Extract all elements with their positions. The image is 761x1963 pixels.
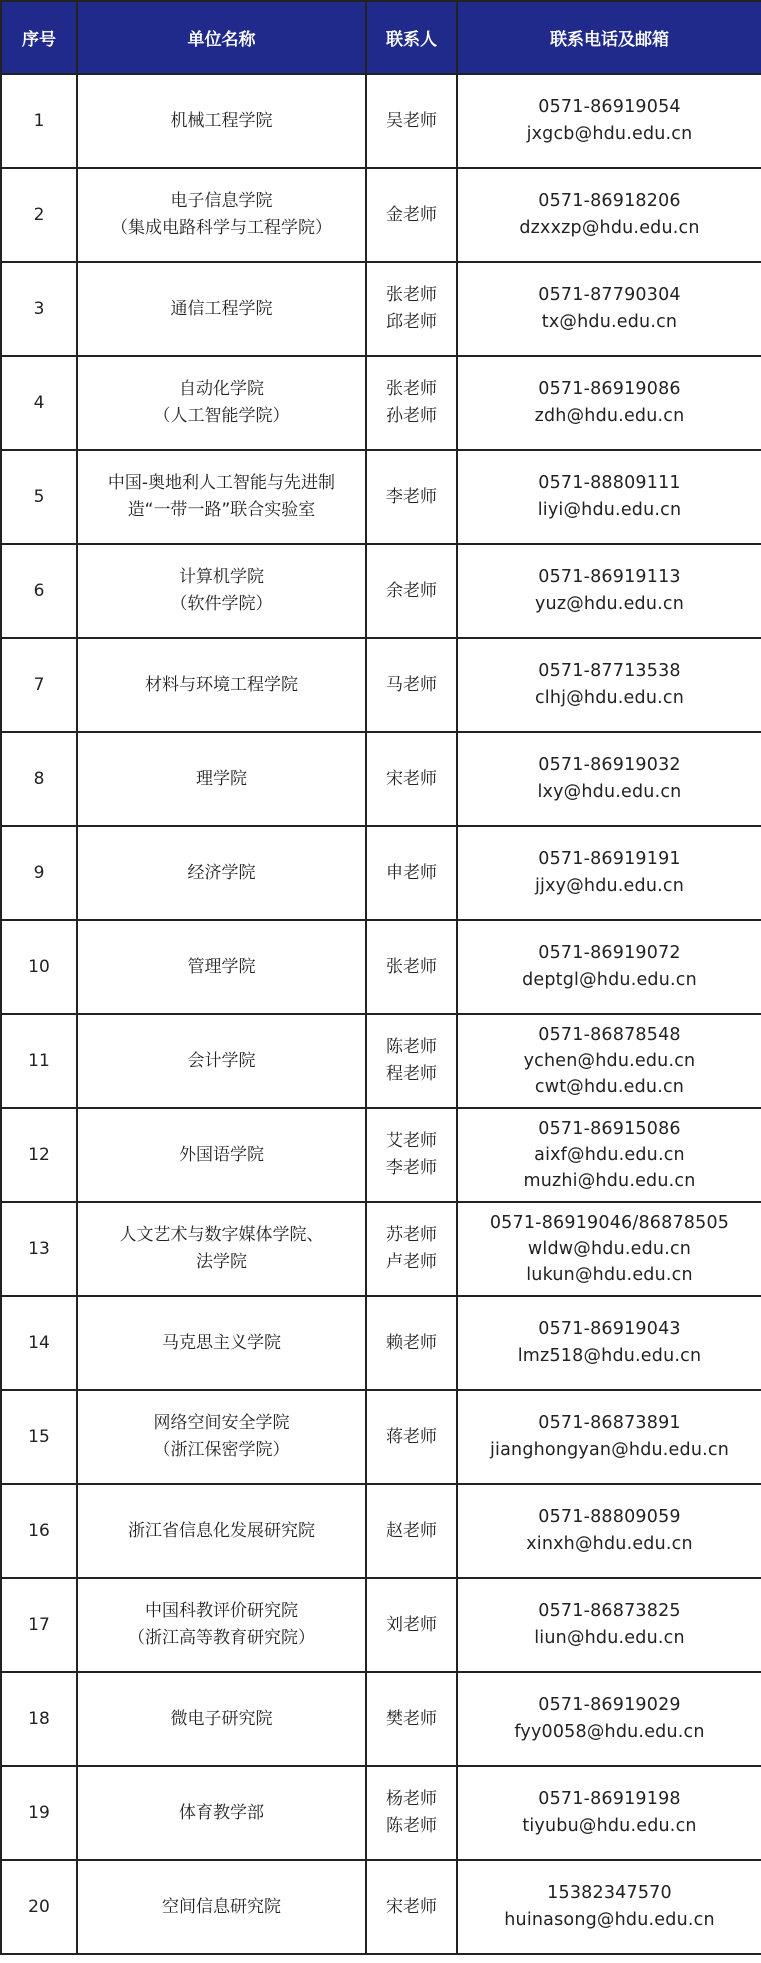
phone-email <box>457 826 761 920</box>
phone-email <box>457 1202 761 1296</box>
phone-email-line: jianghongyan@hdu.edu.cn <box>489 1440 729 1460</box>
phone-email <box>457 1484 761 1578</box>
phone-email <box>457 732 761 826</box>
row-index: 13 <box>1 1202 77 1296</box>
phone-email <box>457 1766 761 1860</box>
table-row <box>1 638 761 732</box>
phone-email <box>457 74 761 168</box>
row-index: 2 <box>1 168 77 262</box>
unit-name <box>77 450 366 544</box>
unit-name <box>77 1296 366 1390</box>
unit-name <box>77 1390 366 1484</box>
contact-name: 金老师 <box>386 204 437 225</box>
contact-name: 杨老师 <box>386 1789 437 1809</box>
row-index: 18 <box>1 1672 77 1766</box>
unit-name-line: 浙江省信息化发展研究院 <box>128 1520 315 1541</box>
phone-email-line: 0571-86919191 <box>538 849 681 869</box>
unit-name-line: 电子信息学院 <box>170 191 273 211</box>
unit-name-line: 理学院 <box>196 768 247 789</box>
unit-name-line: 造“一带一路”联合实验室 <box>127 500 316 520</box>
phone-email-line: tiyubu@hdu.edu.cn <box>522 1816 697 1836</box>
table-body <box>1 74 761 1954</box>
phone-email-line: aixf@hdu.edu.cn <box>534 1145 685 1165</box>
unit-name <box>77 1484 366 1578</box>
phone-email-line: lukun@hdu.edu.cn <box>526 1265 693 1285</box>
contact-person <box>366 732 457 826</box>
table-row <box>1 450 761 544</box>
phone-email-line: jjxy@hdu.edu.cn <box>534 876 685 896</box>
phone-email <box>457 1672 761 1766</box>
contact-person <box>366 356 457 450</box>
table-row <box>1 732 761 826</box>
unit-name <box>77 262 366 356</box>
contact-person <box>366 1860 457 1954</box>
phone-email-line: 0571-86919046/86878505 <box>489 1213 730 1233</box>
unit-name-line: 经济学院 <box>187 862 256 883</box>
phone-email <box>457 638 761 732</box>
contact-name: 李老师 <box>386 1158 437 1178</box>
phone-email-line: 0571-87713538 <box>538 661 681 681</box>
phone-email-line: cwt@hdu.edu.cn <box>534 1077 685 1097</box>
unit-name-line: 中国科教评价研究院 <box>145 1601 298 1621</box>
unit-name <box>77 74 366 168</box>
table-row <box>1 356 761 450</box>
contact-name: 李老师 <box>386 486 437 507</box>
contact-name: 宋老师 <box>386 1896 437 1917</box>
phone-email-line: 0571-86919113 <box>538 567 681 587</box>
contact-person <box>366 1672 457 1766</box>
phone-email <box>457 450 761 544</box>
unit-name-line: （浙江高等教育研究院） <box>128 1628 315 1648</box>
phone-email-line: 0571-86919072 <box>538 943 681 963</box>
contact-person <box>366 826 457 920</box>
contact-name: 陈老师 <box>386 1816 437 1836</box>
contact-person <box>366 1766 457 1860</box>
phone-email <box>457 1108 761 1202</box>
header-unit: 单位名称 <box>77 1 366 74</box>
phone-email-line: lmz518@hdu.edu.cn <box>517 1346 702 1366</box>
phone-email-line: 0571-88809059 <box>538 1507 681 1527</box>
contact-person <box>366 1578 457 1672</box>
phone-email <box>457 1578 761 1672</box>
phone-email-line: tx@hdu.edu.cn <box>541 312 678 332</box>
contact-person <box>366 1108 457 1202</box>
table-row <box>1 168 761 262</box>
unit-name <box>77 1202 366 1296</box>
header-phone-email: 联系电话及邮箱 <box>457 1 761 74</box>
row-index: 3 <box>1 262 77 356</box>
contact-name: 余老师 <box>386 580 437 601</box>
contact-name: 张老师 <box>386 379 437 399</box>
unit-name <box>77 638 366 732</box>
phone-email <box>457 356 761 450</box>
phone-email-line: muzhi@hdu.edu.cn <box>523 1171 696 1191</box>
unit-name-line: 网络空间安全学院 <box>153 1413 290 1433</box>
unit-name-line: （软件学院） <box>170 594 273 614</box>
contact-name: 孙老师 <box>386 406 437 426</box>
table-row <box>1 1860 761 1954</box>
table-row <box>1 544 761 638</box>
contact-name: 樊老师 <box>386 1708 437 1729</box>
table-row <box>1 1672 761 1766</box>
contact-person <box>366 920 457 1014</box>
header-row <box>1 1 761 74</box>
unit-name <box>77 356 366 450</box>
row-index: 10 <box>1 920 77 1014</box>
row-index: 8 <box>1 732 77 826</box>
contact-name: 艾老师 <box>386 1131 437 1151</box>
contact-name: 张老师 <box>386 285 437 305</box>
phone-email-line: liun@hdu.edu.cn <box>534 1628 685 1648</box>
header-contact: 联系人 <box>366 1 457 74</box>
table-row <box>1 74 761 168</box>
contact-name: 申老师 <box>386 862 437 883</box>
row-index: 15 <box>1 1390 77 1484</box>
row-index: 16 <box>1 1484 77 1578</box>
contact-name: 卢老师 <box>386 1252 437 1272</box>
contact-name: 蒋老师 <box>386 1426 437 1447</box>
row-index: 12 <box>1 1108 77 1202</box>
row-index: 1 <box>1 74 77 168</box>
contact-name: 马老师 <box>386 674 437 695</box>
row-index: 4 <box>1 356 77 450</box>
phone-email <box>457 1860 761 1954</box>
row-index: 6 <box>1 544 77 638</box>
contact-person <box>366 544 457 638</box>
unit-name-line: 空间信息研究院 <box>162 1896 281 1917</box>
phone-email-line: fyy0058@hdu.edu.cn <box>514 1722 705 1742</box>
unit-name <box>77 1860 366 1954</box>
phone-email-line: liyi@hdu.edu.cn <box>537 500 682 520</box>
phone-email <box>457 262 761 356</box>
table-row <box>1 1766 761 1860</box>
unit-name <box>77 1766 366 1860</box>
unit-name-line: 法学院 <box>196 1252 247 1272</box>
row-index: 7 <box>1 638 77 732</box>
contact-person <box>366 1296 457 1390</box>
contact-name: 陈老师 <box>386 1037 437 1057</box>
unit-name-line: 微电子研究院 <box>170 1708 273 1729</box>
row-index: 5 <box>1 450 77 544</box>
phone-email <box>457 544 761 638</box>
unit-name-line: 计算机学院 <box>179 567 264 587</box>
table-row <box>1 1390 761 1484</box>
contact-person <box>366 1202 457 1296</box>
row-index: 14 <box>1 1296 77 1390</box>
unit-name <box>77 732 366 826</box>
contact-name: 吴老师 <box>386 110 437 131</box>
table-header <box>1 1 761 74</box>
phone-email-line: 0571-86915086 <box>538 1119 681 1139</box>
phone-email-line: yuz@hdu.edu.cn <box>534 594 685 614</box>
phone-email-line: wldw@hdu.edu.cn <box>527 1239 692 1259</box>
contact-person <box>366 638 457 732</box>
contact-person <box>366 1390 457 1484</box>
phone-email-line: 0571-87790304 <box>538 285 681 305</box>
row-index: 9 <box>1 826 77 920</box>
contact-name: 赵老师 <box>386 1520 437 1541</box>
contact-person <box>366 262 457 356</box>
phone-email <box>457 920 761 1014</box>
table-row <box>1 1296 761 1390</box>
contact-person <box>366 1014 457 1108</box>
phone-email-line: dzxxzp@hdu.edu.cn <box>519 218 700 238</box>
phone-email-line: xinxh@hdu.edu.cn <box>526 1534 693 1554</box>
contact-name: 程老师 <box>386 1064 437 1084</box>
table-row <box>1 1484 761 1578</box>
row-index: 20 <box>1 1860 77 1954</box>
unit-name <box>77 920 366 1014</box>
phone-email-line: 0571-86873891 <box>538 1413 681 1433</box>
contact-name: 刘老师 <box>386 1614 437 1635</box>
row-index: 19 <box>1 1766 77 1860</box>
unit-name-line: 自动化学院 <box>179 379 264 399</box>
row-index: 11 <box>1 1014 77 1108</box>
unit-name-line: 外国语学院 <box>179 1144 264 1165</box>
phone-email-line: ychen@hdu.edu.cn <box>523 1051 696 1071</box>
phone-email-line: clhj@hdu.edu.cn <box>534 688 685 708</box>
phone-email-line: 0571-86919029 <box>538 1695 681 1715</box>
header-index: 序号 <box>1 1 77 74</box>
phone-email-line: 0571-86919054 <box>538 97 681 117</box>
unit-name <box>77 1014 366 1108</box>
unit-name-line: 机械工程学院 <box>170 110 273 131</box>
phone-email-line: jxgcb@hdu.edu.cn <box>526 124 693 144</box>
unit-name-line: 通信工程学院 <box>170 298 273 319</box>
phone-email <box>457 1390 761 1484</box>
unit-name-line: 人文艺术与数字媒体学院、 <box>119 1225 324 1245</box>
table-row <box>1 920 761 1014</box>
phone-email-line: huinasong@hdu.edu.cn <box>504 1910 715 1930</box>
table-row <box>1 1108 761 1202</box>
contact-name: 赖老师 <box>386 1332 437 1353</box>
table-row <box>1 1578 761 1672</box>
row-index: 17 <box>1 1578 77 1672</box>
unit-name <box>77 544 366 638</box>
unit-name-line: 管理学院 <box>187 956 256 977</box>
table-row <box>1 262 761 356</box>
unit-name-line: 中国-奥地利人工智能与先进制 <box>107 473 336 493</box>
table-row <box>1 1202 761 1296</box>
unit-name <box>77 1672 366 1766</box>
contact-person <box>366 168 457 262</box>
unit-name-line: 马克思主义学院 <box>162 1332 281 1353</box>
unit-name-line: 体育教学部 <box>179 1802 264 1823</box>
contact-name: 张老师 <box>386 956 437 977</box>
phone-email-line: lxy@hdu.edu.cn <box>537 782 682 802</box>
phone-email-line: 15382347570 <box>547 1883 672 1903</box>
phone-email-line: 0571-86873825 <box>538 1601 681 1621</box>
phone-email-line: 0571-86918206 <box>538 191 681 211</box>
phone-email-line: zdh@hdu.edu.cn <box>534 406 685 426</box>
phone-email <box>457 1014 761 1108</box>
unit-name-line: 会计学院 <box>187 1050 256 1071</box>
unit-name-line: （浙江保密学院） <box>153 1440 290 1460</box>
phone-email-line: 0571-86878548 <box>538 1025 681 1045</box>
phone-email-line: 0571-88809111 <box>538 473 681 493</box>
phone-email <box>457 1296 761 1390</box>
table-row <box>1 1014 761 1108</box>
phone-email-line: 0571-86919198 <box>538 1789 681 1809</box>
contact-person <box>366 1484 457 1578</box>
contact-person <box>366 74 457 168</box>
unit-name <box>77 1108 366 1202</box>
table-row <box>1 826 761 920</box>
phone-email <box>457 168 761 262</box>
contact-name: 宋老师 <box>386 768 437 789</box>
unit-name-line: （人工智能学院） <box>153 406 290 426</box>
unit-name <box>77 826 366 920</box>
phone-email-line: 0571-86919032 <box>538 755 681 775</box>
unit-name <box>77 1578 366 1672</box>
unit-name <box>77 168 366 262</box>
contact-name: 邱老师 <box>386 312 437 332</box>
phone-email-line: deptgl@hdu.edu.cn <box>522 970 697 990</box>
contact-name: 苏老师 <box>386 1225 437 1245</box>
phone-email-line: 0571-86919043 <box>538 1319 681 1339</box>
unit-name-line: （集成电路科学与工程学院） <box>111 218 332 238</box>
phone-email-line: 0571-86919086 <box>538 379 681 399</box>
contact-person <box>366 450 457 544</box>
unit-name-line: 材料与环境工程学院 <box>145 674 298 695</box>
